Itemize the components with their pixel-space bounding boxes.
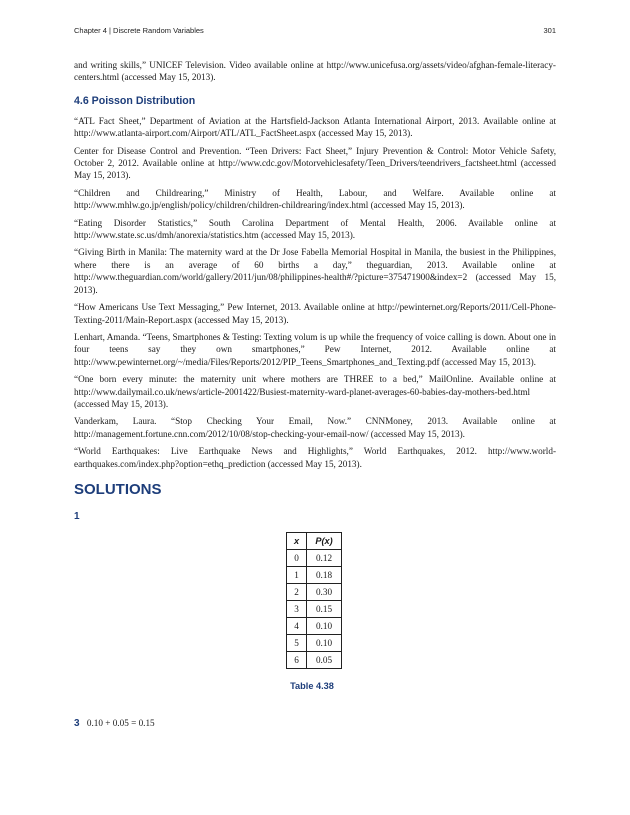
table-caption (286, 681, 338, 691)
header-px-var: x (324, 536, 330, 546)
table-row (287, 618, 342, 635)
table-row (287, 652, 342, 669)
probability-table (286, 532, 342, 669)
cell-x: 1 (287, 567, 307, 584)
solution-number: 3 (74, 718, 80, 729)
reference-item: “ATL Fact Sheet,” Department of Aviation at the Hartsfield-Jackson Atlanta International Airport, 2013. Available online at http://www.atlanta-airport.com/Airport/ATL/ATL_FactSheet.aspx (accessed May 15, 2013). (74, 115, 556, 139)
table-row (287, 584, 342, 601)
cell-p: 0.10 (307, 618, 342, 635)
reference-item: “One born every minute: the maternity unit where mothers are THREE to a bed,” MailOnline. Available online at http://www.dailymail.co.uk/news/article-2001422/Busiest-maternity-ward-planet-averages-60-babies-day-mothers-bed.html (accessed May 15, 2013). (74, 374, 556, 409)
reference-item: “How Americans Use Text Messaging,” Pew Internet, 2013. Available online at http://pewinternet.org/Reports/2011/Cell-Phone-Texting-2011/Main-Report.aspx (accessed May 15, 2013). (74, 302, 556, 325)
cell-p: 0.10 (307, 635, 342, 652)
reference-item: “World Earthquakes: Live Earthquake News and Highlights,” World Earthquakes, 2012. http://www.world-earthquakes.com/index.php?option=ethq_prediction (accessed May 15, 2013). (74, 446, 556, 469)
solution-3-answer: 0.10 + 0.05 = 0.15 (86, 718, 155, 728)
header-px (307, 533, 342, 550)
cell-p: 0.15 (307, 601, 342, 618)
table-header-row (287, 533, 342, 550)
intro-paragraph: and writing skills,” UNICEF Television. Video available online at http://www.unicefusa.org/assets/video/afghan-female-literacy-centers.html (accessed May 15, 2013). (74, 60, 556, 83)
cell-p: 0.12 (307, 550, 342, 567)
solutions-heading: SOLUTIONS (74, 481, 162, 498)
cell-x: 0 (287, 550, 307, 567)
cell-p: 0.30 (307, 584, 342, 601)
cell-x: 5 (287, 635, 307, 652)
section-heading: 4.6 Poisson Distribution (74, 94, 196, 107)
page-number: 301 (543, 26, 556, 35)
reference-item: “Eating Disorder Statistics,” South Carolina Department of Mental Health, 2006. Available online at http://www.state.sc.us/dmh/anorexia/statistics.htm (accessed May 15, 2013). (74, 217, 556, 241)
reference-item: “Children and Childrearing,” Ministry of Health, Labour, and Welfare. Available online at http://www.mhlw.go.jp/english/policy/children/children-childrearing/index.html (accessed May 15, 2013). (74, 187, 556, 211)
table-row (287, 601, 342, 618)
chapter-title: Chapter 4 | Discrete Random Variables (74, 26, 204, 35)
reference-item: Vanderkam, Laura. “Stop Checking Your Email, Now.” CNNMoney, 2013. Available online at http://management.fortune.cnn.com/2012/10/08/stop-checking-your-email-now/ (accessed May 15, 2013). (74, 416, 556, 439)
reference-item: “Giving Birth in Manila: The maternity ward at the Dr Jose Fabella Memorial Hospital in Manila, the busiest in the Philippines, where there is an average of 60 births a day,” theguardian, 2013. Available online at http://www.theguardian.com/world/gallery/2011/jun/08/philippines-health#/?picture=375471900&index=2 (accessed May 15, 2013). (74, 247, 556, 295)
table-row (287, 567, 342, 584)
solution-number: 1 (74, 511, 80, 522)
references-column (74, 59, 556, 475)
table-row (287, 550, 342, 567)
reference-item: Center for Disease Control and Prevention. “Teen Drivers: Fact Sheet,” Injury Prevention & Control: Motor Vehicle Safety, October 2, 2012. Available online at http://www.cdc.gov/Motorvehiclesafety/Teen_Drivers/teendrivers_factsheet.html (accessed May 15, 2013). (74, 145, 556, 181)
table-row (287, 635, 342, 652)
solution-1-number (74, 506, 80, 524)
table-caption-text: Table 4.38 (290, 681, 334, 691)
reference-item: Lenhart, Amanda. “Teens, Smartphones & Testing: Texting volum is up while the frequency of voice calling is down. About one in four teens say they own smartphones,” Pew Internet, 2012. Available online at http://www.pewinternet.org/~/media/Files/Reports/2012/PIP_Teens_Smartphones_and_Texting.pdf (accessed May 15, 2013). (74, 331, 556, 367)
cell-x: 4 (287, 618, 307, 635)
header-px-prefix: P( (315, 536, 325, 546)
solution-3 (74, 718, 155, 729)
header-x: x (287, 533, 307, 550)
cell-x: 2 (287, 584, 307, 601)
running-header (74, 26, 556, 35)
header-px-suffix: ) (329, 536, 333, 546)
cell-p: 0.18 (307, 567, 342, 584)
cell-x: 6 (287, 652, 307, 669)
cell-p: 0.05 (307, 652, 342, 669)
cell-x: 3 (287, 601, 307, 618)
